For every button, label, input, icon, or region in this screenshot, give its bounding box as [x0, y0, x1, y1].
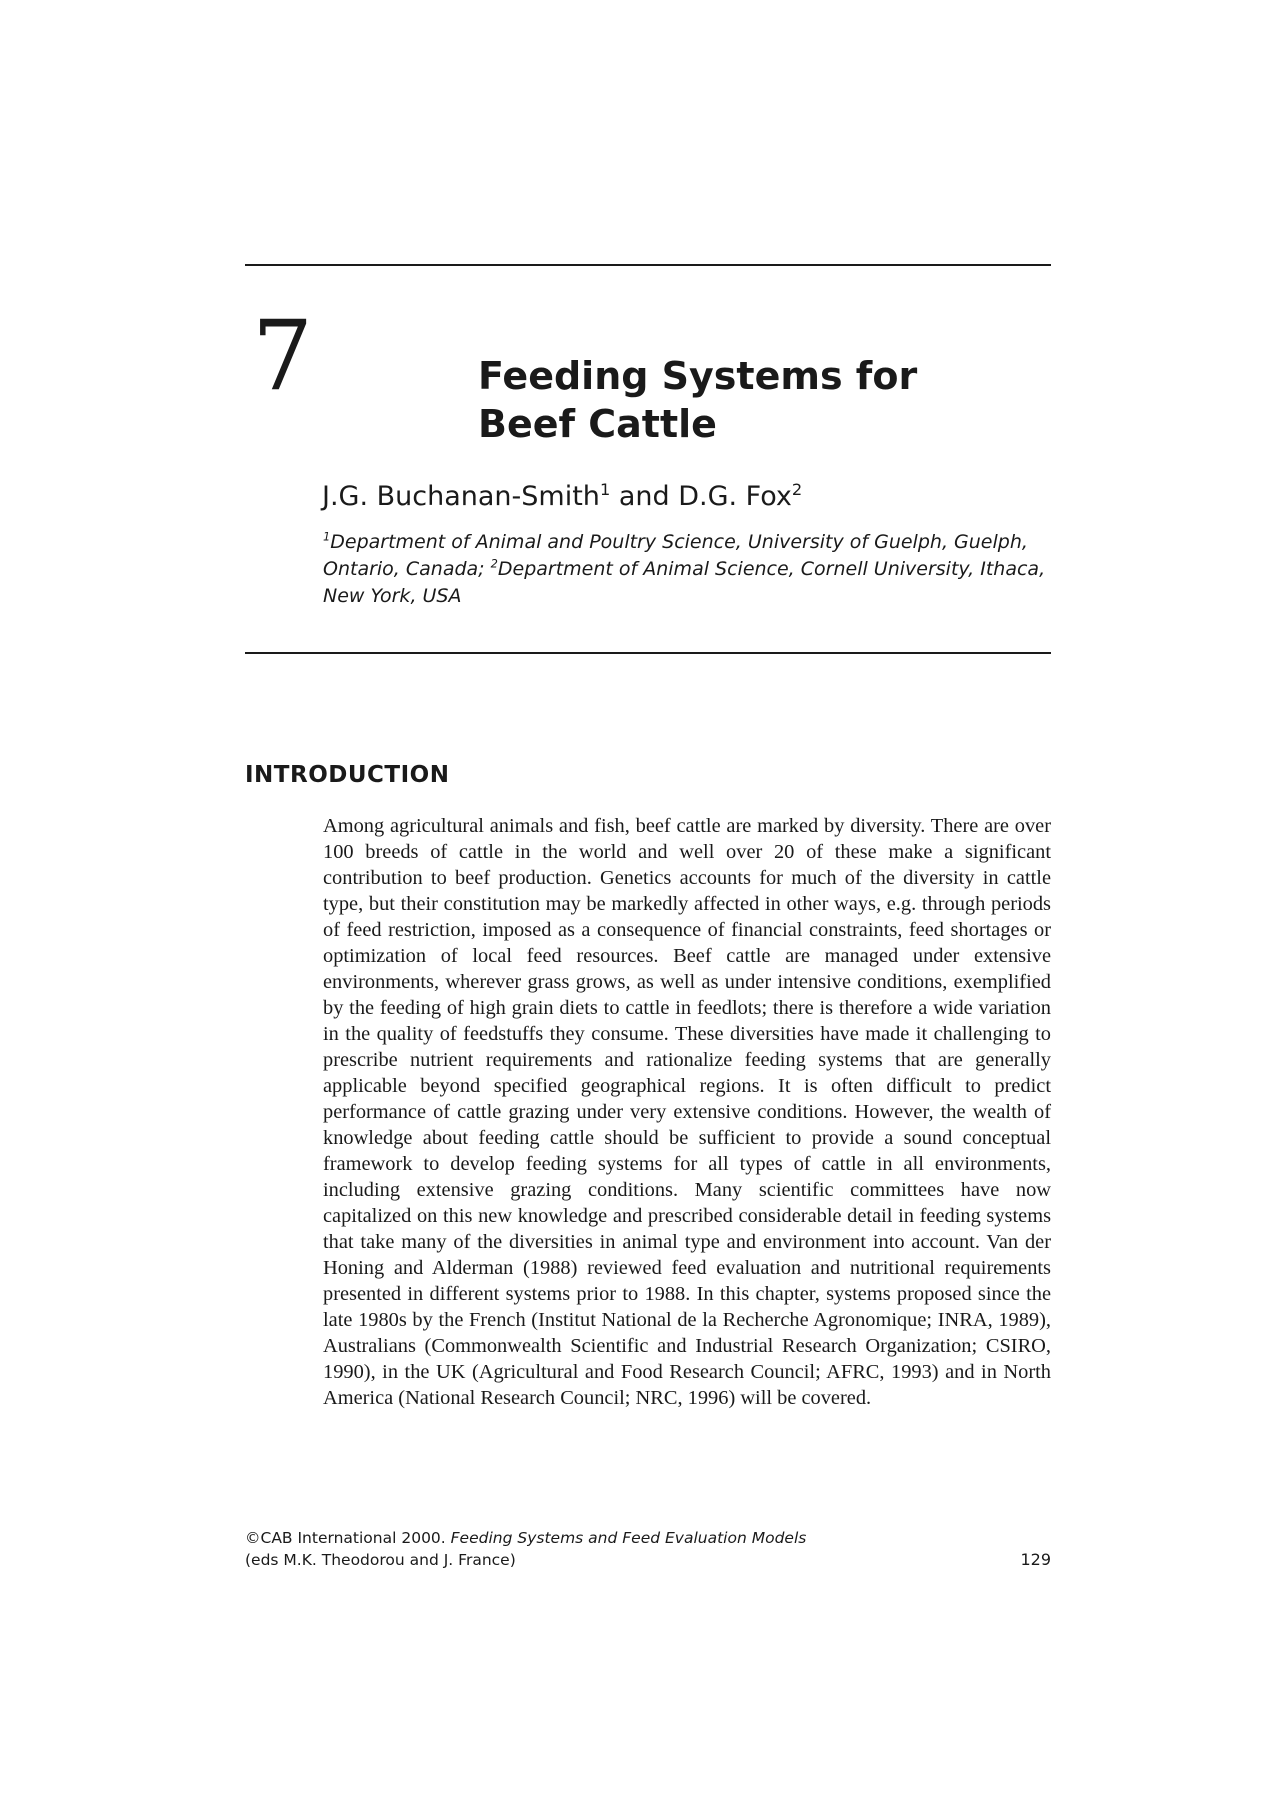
author-affiliation-mark: 2 [791, 480, 803, 499]
top-rule [245, 264, 1051, 266]
affiliation-text: Department of Animal and Poultry Science, University of Guelph, Guelph, Ontario, Canada; [323, 531, 1028, 580]
affiliations [323, 529, 1053, 610]
footer-editors: (eds M.K. Theodorou and J. France) [245, 1551, 516, 1569]
footer-citation [245, 1527, 806, 1571]
footer-book-title: Feeding Systems and Feed Evaluation Models [450, 1529, 807, 1547]
affiliation-mark: 1 [323, 529, 331, 544]
author-name: D.G. Fox [678, 481, 792, 512]
author-conjunction: and [610, 481, 679, 512]
author-affiliation-mark: 1 [599, 480, 611, 499]
bottom-rule [245, 652, 1051, 654]
affiliation-mark: 2 [490, 556, 498, 571]
affiliation-text: Department of Animal Science, Cornell University, Ithaca, New York, USA [323, 558, 1046, 607]
footer-copyright-line [245, 1527, 806, 1549]
section-heading: INTRODUCTION [245, 762, 450, 788]
author-name: J.G. Buchanan-Smith [322, 481, 600, 512]
page-number: 129 [1020, 1550, 1051, 1569]
footer-copyright: ©CAB International 2000. [245, 1529, 451, 1547]
chapter-title: Feeding Systems for Beef Cattle [478, 354, 918, 446]
body-paragraph: Among agricultural animals and fish, beef cattle are marked by diversity. There are over 100 breeds of cattle in the world and well over 20 of these make a significant contribution to beef production. Genetics accounts for much of the diversity in cattle type, but their constitution may be markedly affected in other ways, e.g. through periods of feed restriction, imposed as a consequence of financial constraints, feed shortages or optimization of local feed resources. Beef cattle are managed under extensive environments, wherever grass grows, as well as under intensive conditions, exemplified by the feeding of high grain diets to cattle in feedlots; there is therefore a wide variation in the quality of feedstuffs they consume. These diversities have made it challenging to prescribe nutrient requirements and rationalize feeding systems that are generally applicable beyond specified geographical regions. It is often difficult to predict performance of cattle grazing under very extensive conditions. However, the wealth of knowledge about feeding cattle should be sufficient to provide a sound conceptual framework to develop feeding systems for all types of cattle in all environments, including extensive grazing conditions. Many scientific committees have now capitalized on this new knowledge and prescribed considerable detail in feeding systems that take many of the diversities in animal type and environment into account. Van der Honing and Alderman (1988) reviewed feed evaluation and nutritional requirements presented in different systems prior to 1988. In this chapter, systems proposed since the late 1980s by the French (Institut National de la Recherche Agronomique; INRA, 1989), Australians (Commonwealth Scientific and Industrial Research Organization; CSIRO, 1990), in the UK (Agricultural and Food Research Council; AFRC, 1993) and in North America (National Research Council; NRC, 1996) will be covered. [323, 815, 1051, 1409]
authors-line [322, 480, 802, 514]
chapter-number: 7 [252, 300, 314, 412]
